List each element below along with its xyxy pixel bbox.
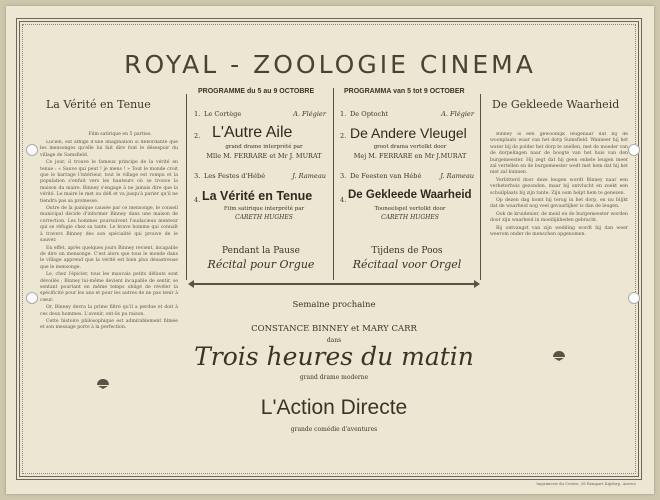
punch-hole (628, 144, 640, 156)
film-description: Tooneelspel vertolkt door (374, 206, 446, 212)
next-week-label: Semaine prochaine (292, 300, 376, 310)
right-paragraph: Verbitterd door deze leugen wordt Binney naar een verbeterhuis gezonden, maar hij ontvlucht en zoekt een schuilplaats bij zijn tante. Zijn oom helpt hem te genezen. (490, 177, 628, 196)
left-heading: La Vérité en Tenue (46, 98, 151, 111)
left-paragraph: Ce jour, il trouve le fameux principe de la vérité en tenue : « Sauve qui peut ! je mens ! » Tout le monde croit que le barrage l'intérieur, tout le village est rompu et la population s'enfuit vers les hauteurs où se trouve la maison du maire. Binney s'engage à ne jamais dire que la vérité. Le maire le met au défi et va jusqu'à parier qu'il ne tiendra pas sa promesse. (40, 160, 178, 204)
divider (186, 94, 187, 280)
programme-item: 1. De Optocht A. Flégier (340, 110, 474, 118)
programme-nl-heading: PROGRAMMA van 5 tot 9 OCTOBER (344, 88, 465, 95)
next-film-description: grand drame moderne (299, 374, 369, 381)
ornament-icon (96, 378, 110, 390)
programme-item-number: 4. (340, 196, 347, 204)
second-film-title: L'Action Directe (260, 396, 408, 419)
film-title: De Andere Vleugel (350, 125, 467, 141)
programme-item: 3. De Feesten van Hébé J. Rameau (340, 172, 474, 180)
left-subtitle: Film satirique en 5 parties. (88, 132, 152, 137)
left-paragraph: Le, chez l'épicier, tous les mauvais petits défauts sont dévoilés ; Binney lui-même devient incapable de sentir, se sentant pourtant en même temps obligé de révéler la spécificité pour les uns et pour les autres de ne pas tenir à cœur. (40, 272, 178, 303)
pause-label: Tijdens de Poos (371, 246, 443, 256)
programme-item: 1. Le Cortège A. Flégier (194, 110, 326, 118)
film-description: groot drama vertolkt door (373, 144, 447, 150)
right-body (490, 132, 628, 347)
right-heading: De Gekleede Waarheid (492, 98, 620, 111)
second-film-description: grande comédie d'aventures (290, 426, 378, 433)
right-paragraph: Op dezen dag komt hij terug in het dorp, en nu blijkt dat de waarheid nog veel gevaarlijker is dan de leugen. (490, 198, 628, 210)
punch-hole (26, 292, 38, 304)
left-paragraph: En effet, après quelques jours Binney revient, incapable de dire un mensonge. C'est alors que tous le monde dans le village apprend que la vérité est bien plus désastreuse que le mensonge. (40, 245, 178, 270)
actors: CONSTANCE BINNEY et MARY CARR (251, 324, 417, 334)
dans-label: dans (326, 337, 342, 344)
ornament-icon (552, 350, 566, 362)
poster-sheet (6, 6, 654, 494)
cast: CARETH HUGHES (235, 214, 293, 221)
cast: CARETH HUGHES (381, 214, 439, 221)
right-paragraph: Ook de kruidenier, de meid en de burgemeester worden door zijn waarheid in moeilijkheden gebracht. (490, 211, 628, 224)
page-title: ROYAL - ZOOLOGIE CINEMA (124, 50, 536, 79)
programme-item-number: 2. (194, 132, 201, 140)
arrow-divider (193, 283, 475, 285)
right-paragraph: Binney is een gewoonlijk leugenaar dat bij de woonplaats waar van het dorp Sumsfield. Wanneer hij het water bij de polder het dorp te snellen, met de moeder van de dorpelingen naar de hoogte van het huis van den burgemeester. Hij zegt dat hij geen enkele leugen meer zal vertellen en de burgemeester wedt met hem dat hij het niet zal kunnen. (490, 132, 628, 176)
next-film-title: Trois heures du matin (194, 342, 474, 371)
divider (333, 88, 334, 280)
divider (480, 94, 481, 280)
left-paragraph: Or, Binney devra la prime filtre qu'il a perdue et doit à ces deux hommes. L'avenir, ont-ils pu raison. (40, 305, 178, 317)
programme-fr-heading: PROGRAMME du 5 au 9 OCTOBRE (198, 88, 315, 95)
left-paragraph: Outre de la panique causée par ce mensonge, le conseil municipal décide d'informer Binney dans une maison de correction. Les hommes poursuivent l'audacieux menteur qui se réfugie chez sa tante. Le brave homme qui connaît à travers Binney des son spécialité qui prouve de le sauver. (40, 206, 178, 244)
punch-hole (26, 144, 38, 156)
film-description: Film satirique interprété par (223, 206, 305, 212)
recital: Récitaal voor Orgel (352, 258, 462, 271)
cast: Mej M. FERRARE en Mr J.MURAT (353, 152, 467, 160)
left-paragraph: Lucien, est affligé d'une imagination si débordante que les mensonges qu'elle lui fait dire font le désespoir du village de Samsfield. (40, 140, 178, 158)
film-title: L'Autre Aile (212, 124, 293, 141)
recital: Récital pour Orgue (207, 258, 315, 271)
film-title: La Vérité en Tenue (202, 189, 313, 203)
left-body (40, 140, 178, 360)
film-description: grand drame interprété par (225, 144, 303, 150)
programme-item-number: 2. (340, 132, 347, 140)
cast: Mlle M. FERRARE et Mr J. MURAT (206, 152, 322, 160)
left-paragraph: Cette histoire philosophique est admirablement filmée et son message porte à la perfection. (40, 318, 178, 331)
film-title: De Gekleede Waarheid (348, 189, 472, 201)
programme-item-number: 4. (194, 196, 201, 204)
punch-hole (628, 292, 640, 304)
printer-credit: Imprimerie du Centre, 26 Rempart Kipdorp, Anvers (536, 481, 636, 486)
programme-item: 3. Les Festes d'Hébé J. Rameau (194, 172, 326, 180)
pause-label: Pendant la Pause (221, 246, 301, 256)
right-paragraph: Bij ontvangst van zijn wedding wordt hij dan weer weerom onder de menschen opgenomen. (490, 225, 628, 238)
